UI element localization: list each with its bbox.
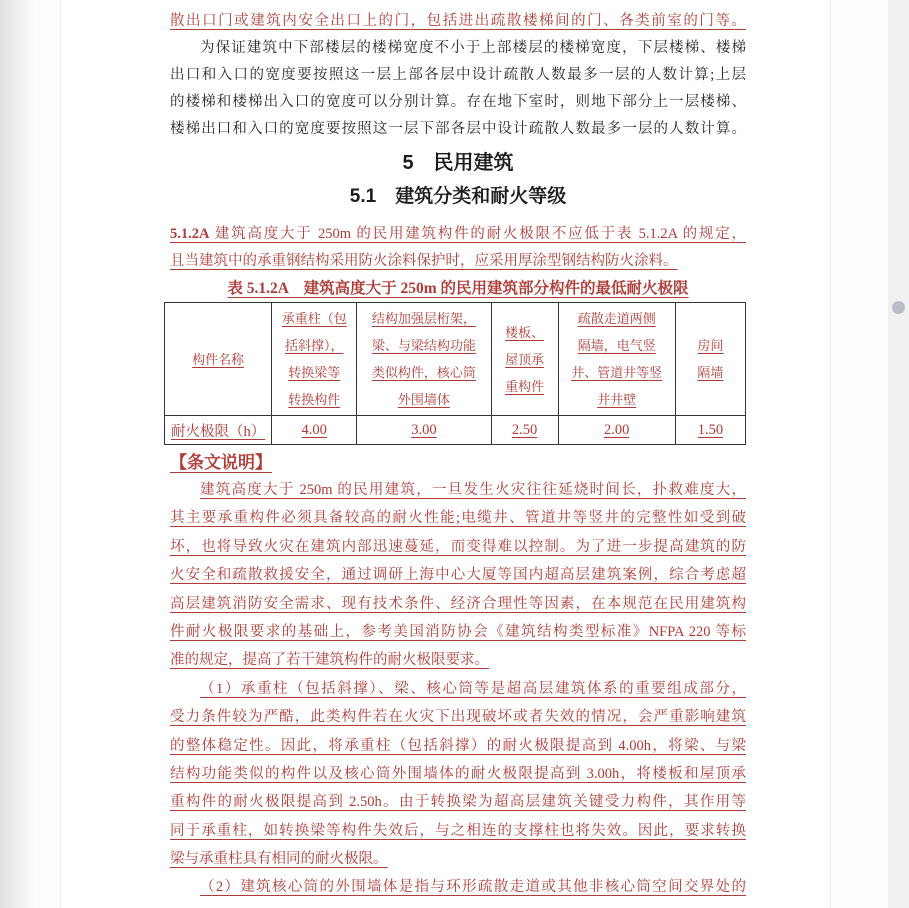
header-line: 构件名称 [192,351,245,367]
intro-paragraph-line: 为保证建筑中下部楼层的楼梯宽度不小于上部楼层的楼梯宽度，下层楼梯、楼梯 [200,40,746,56]
commentary-line: 其主要承重构件必须具备较高的耐火性能;电缆井、管道井等竖井的完整性如受到破 [170,510,746,527]
header-line: 井、管道井等竖 [571,365,663,380]
commentary-line: 坏，也将导致火灾在建筑内部迅速蔓延，而变得难以控制。为了进一步提高建筑的防 [170,538,746,555]
commentary-line: 重构件的耐火极限提高到 2.50h。由于转换梁为超高层建筑关键受力构件，其作用等 [170,794,746,811]
commentary-line: 同于承重柱，如转换梁等构件失效后，与之相连的支撑柱也将失效。因此，要求转换 [170,822,746,839]
commentary-heading: 【条文说明】 [170,453,272,472]
scrollbar-track[interactable] [888,0,909,908]
header-line: 疏散走道两侧 [577,311,656,326]
header-line: 外围墙体 [397,392,450,407]
header-line: 梁、与梁结构功能 [371,338,476,353]
commentary-line: 梁与承重柱具有相同的耐火极限。 [170,851,388,868]
value-cell [491,416,558,445]
header-line: 结构加强层桁架， [371,311,476,326]
header-line: 类似构件，核心筒 [371,365,476,380]
overflow-sentence: 散出口门或建筑内安全出口上的门，包括进出疏散楼梯间的门、各类前室的门等。 [170,13,746,29]
value-cell [675,416,745,445]
intro-paragraph-line: 的楼梯和楼梯出入口的宽度可以分别计算。存在地下室时，则地下部分上一层楼梯、 [170,94,746,110]
table-caption: 表 5.1.2A 建筑高度大于 250m 的民用建筑部分构件的最低耐火极限 [227,280,689,297]
fire-limit-value: 4.00 [301,421,327,438]
table-header-row [165,303,746,416]
row-label: 耐火极限（h） [170,423,266,440]
clause-5-1-2a-line-2: 且当建筑中的承重钢结构采用防火涂料保护时，应采用厚涂型钢结构防火涂料。 [170,253,678,269]
section-heading: 5.1 建筑分类和耐火等级 [349,186,567,207]
header-line: 井井壁 [597,392,637,407]
row-label-cell [165,416,272,445]
scrollbar-thumb[interactable] [892,301,905,314]
fire-limit-value: 1.50 [697,421,724,438]
commentary-line: 结构功能类似的构件以及核心筒外围墙体的耐火极限提高到 3.00h，将楼板和屋顶承 [170,765,746,782]
commentary-line: 准的规定，提高了若干建筑构件的耐火极限要求。 [170,652,489,669]
commentary-line: 高层建筑消防安全需求、现有技术条件、经济合理性等因素，在本规范在民用建筑构 [170,595,746,612]
clause-number: 5.1.2A [170,226,210,242]
clause-text: 建筑高度大于 250m 的民用建筑构件的耐火极限不应低于表 5.1.2A 的规定， [209,226,746,242]
header-cell-load-bearing-columns [272,303,357,416]
header-line: 转换构件 [288,392,341,407]
clause-5-1-2a-line-1 [170,221,746,248]
fire-limit-value: 2.00 [604,421,630,438]
intro-paragraph-line: 楼梯出口和入口的宽度要按照这一层下部各层中设计疏散人数最多一层的人数计算。 [170,121,746,137]
fire-resistance-table [164,302,746,445]
header-line: 括斜撑）， [284,338,344,353]
page-right-edge [830,0,831,908]
spacer [170,213,746,221]
header-cell-corridor-walls-shafts [558,303,675,416]
fire-limit-value: 2.50 [511,421,538,438]
commentary-line: （1）承重柱（包括斜撑）、梁、核心筒等是超高层建筑体系的重要组成部分， [200,680,746,697]
value-cell [272,416,357,445]
table-value-row [165,416,746,445]
commentary-line: 受力条件较为严酷，此类构件若在火灾下出现破坏或者失效的情况，会严重影响建筑 [170,709,746,726]
intro-paragraph-line: 出口和入口的宽度要按照这一层上部各层中设计疏散人数最多一层的人数计算;上层 [170,67,746,83]
header-line: 隔墙 [697,365,724,380]
document-content [170,0,746,902]
header-line: 隔墙，电气竖 [577,338,656,353]
fire-limit-value: 3.00 [411,421,437,438]
header-line: 屋顶承 [505,351,545,367]
header-line: 房间 [697,338,724,353]
header-cell-floor-roof-members [491,303,558,416]
value-cell [558,416,675,445]
header-cell-trusses-beams-corewall [357,303,491,416]
header-line: 楼板、 [505,324,545,340]
page-left-edge [60,0,61,908]
commentary-line: 火安全和疏散救援安全，通过调研上海中心大厦等国内超高层建筑案例，综合考虑超 [170,567,746,584]
commentary-line: 的整体稳定性。因此，将承重柱（包括斜撑）的耐火极限提高到 4.00h，将梁、与梁 [170,737,746,754]
header-line: 转换梁等 [288,365,341,380]
header-cell-room-partition [675,303,745,416]
left-page-shadow [0,0,36,908]
header-line: 承重柱（包 [281,311,347,326]
chapter-heading: 5 民用建筑 [402,152,514,174]
commentary-line: 建筑高度大于 250m 的民用建筑，一旦发生火灾往往延烧时间长，扑救难度大， [200,482,746,498]
header-line: 重构件 [505,378,545,394]
commentary-line: （2）建筑核心筒的外围墙体是指与环形疏散走道或其他非核心筒空间交界处的 [200,879,746,896]
value-cell [357,416,491,445]
header-cell-component-name [165,303,272,416]
commentary-line: 件耐火极限要求的基础上，参考美国消防协会《建筑结构类型标准》NFPA 220 等标 [170,623,746,640]
